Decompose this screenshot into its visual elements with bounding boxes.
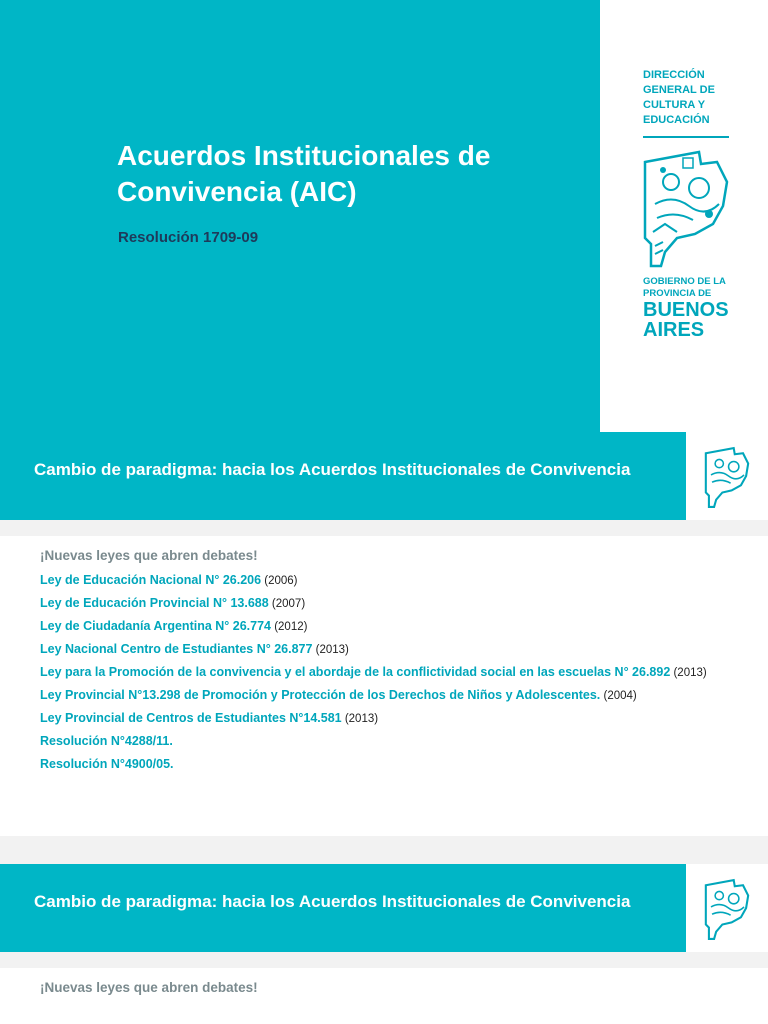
logo-gob-text: GOBIERNO DE LA PROVINCIA DE <box>643 276 726 299</box>
lead-text: ¡Nuevas leyes que abren debates! <box>40 548 258 563</box>
list-item: Ley Provincial de Centros de Estudiantes N°14.581 (2013) <box>40 711 379 725</box>
slide-gap <box>0 520 768 536</box>
list-item: Ley Nacional Centro de Estudiantes N° 26.877 (2013) <box>40 642 349 656</box>
section-banner <box>0 432 768 520</box>
laws-slide <box>0 536 768 836</box>
slide-subtitle: Resolución 1709-09 <box>118 229 259 246</box>
lead-text: ¡Nuevas leyes que abren debates! <box>40 980 258 995</box>
laws-list <box>40 572 750 779</box>
list-item: Resolución N°4288/11. <box>40 734 173 748</box>
logo-divider <box>643 136 729 138</box>
title-panel <box>0 0 600 432</box>
logo-ba-text: BUENOS AIRES <box>643 299 729 341</box>
list-item: Resolución N°4900/05. <box>40 757 174 771</box>
laws-slide <box>0 968 768 1024</box>
banner-title: Cambio de paradigma: hacia los Acuerdos Institucionales de Convivencia <box>34 460 631 479</box>
title-slide <box>0 0 768 432</box>
list-item: Ley Provincial N°13.298 de Promoción y Protección de los Derechos de Niños y Adolescentes. (2004) <box>40 688 637 702</box>
logo-dg-text: DIRECCIÓN GENERAL DE CULTURA Y EDUCACIÓN <box>643 69 715 126</box>
section-banner <box>0 864 768 952</box>
list-item: Ley de Ciudadanía Argentina N° 26.774 (2012) <box>40 619 308 633</box>
government-logo <box>643 68 753 340</box>
province-map-icon <box>704 878 750 940</box>
list-item: Ley para la Promoción de la convivencia y el abordaje de la conflictividad social en las escuelas N° 26.892 (2013) <box>40 665 707 679</box>
slide-title: Acuerdos Institucionales de Convivencia (AIC) <box>117 140 491 207</box>
slide-gap <box>0 952 768 968</box>
list-item: Ley de Educación Provincial N° 13.688 (2007) <box>40 596 306 610</box>
province-map-icon <box>704 446 750 508</box>
list-item: Ley de Educación Nacional N° 26.206 (2006) <box>40 573 298 587</box>
province-map-icon <box>643 148 729 268</box>
banner-title: Cambio de paradigma: hacia los Acuerdos Institucionales de Convivencia <box>34 892 631 911</box>
slide-gap <box>0 836 768 864</box>
